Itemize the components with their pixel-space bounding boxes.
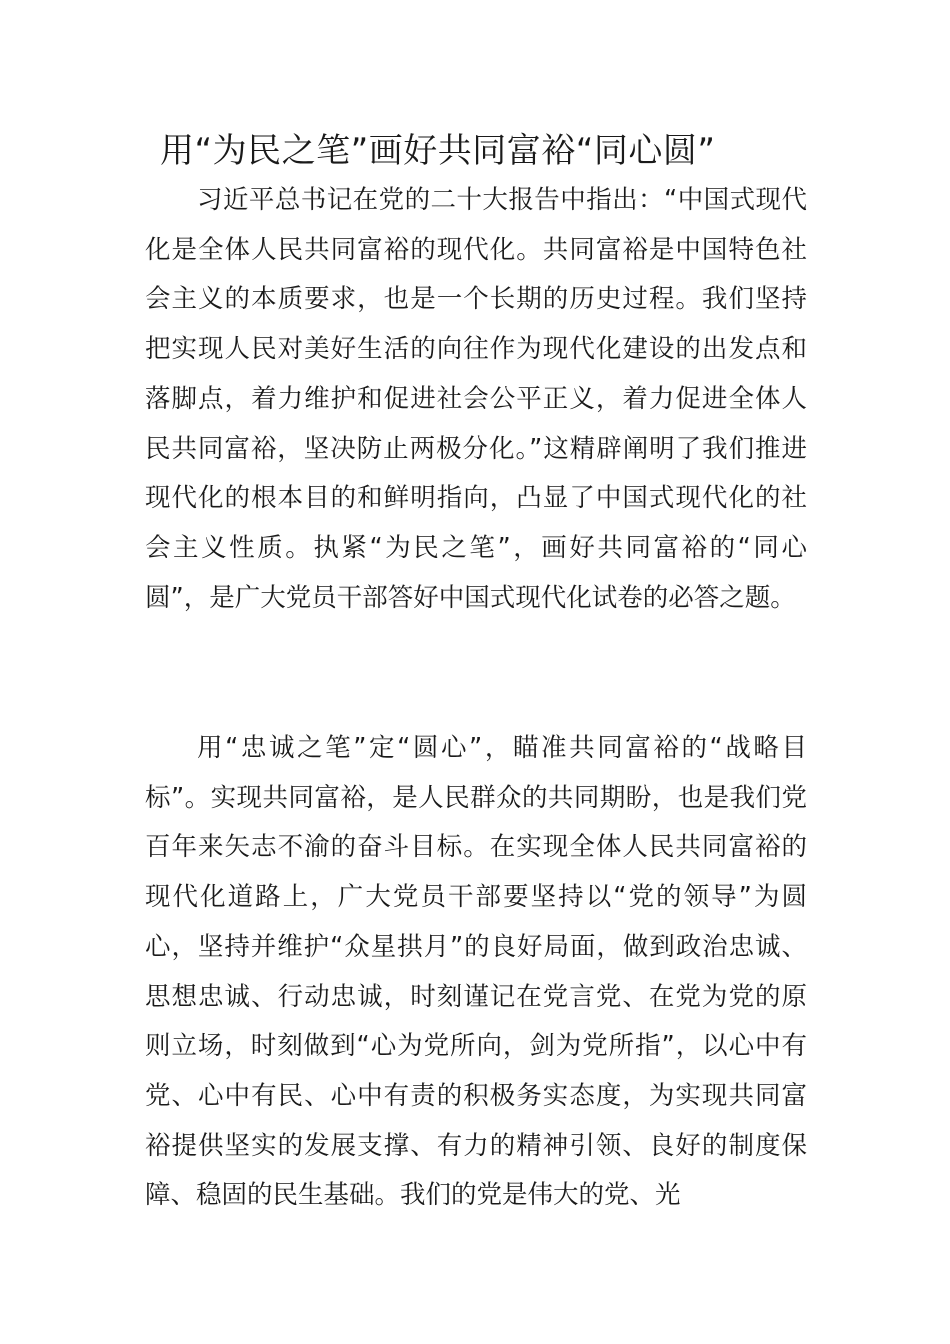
paragraph-intro: 习近平总书记在党的二十大报告中指出：“中国式现代化是全体人民共同富裕的现代化。共同富裕是中国特色社会主义的本质要求，也是一个长期的历史过程。我们坚持把实现人民对美好生活的向往作为现代化建设的出发点和落脚点，着力维护和促进社会公平正义，着力促进全体人民共同富裕，坚决防止两极分化。”这精辟阐明了我们推进现代化的根本目的和鲜明指向，凸显了中国式现代化的社会主义性质。执紧“为民之笔”，画好共同富裕的“同心圆”，是广大党员干部答好中国式现代化试卷的必答之题。 <box>145 185 807 613</box>
paragraph-loyalty: 用“忠诚之笔”定“圆心”，瞄准共同富裕的“战略目标”。实现共同富裕，是人民群众的共同期盼，也是我们党百年来矢志不渝的奋斗目标。在实现全体人民共同富裕的现代化道路上，广大党员干部要坚持以“党的领导”为圆心，坚持并维护“众星拱月”的良好局面，做到政治忠诚、思想忠诚、行动忠诚，时刻谨记在党言党、在党为党的原则立场，时刻做到“心为党所向，剑为党所指”，以心中有党、心中有民、心中有责的积极务实态度，为实现共同富裕提供坚实的发展支撑、有力的精神引领、良好的制度保障、稳固的民生基础。我们的党是伟大的党、光 <box>145 733 807 1211</box>
document-title: 用“为民之笔”画好共同富裕“同心圆” <box>160 131 716 171</box>
